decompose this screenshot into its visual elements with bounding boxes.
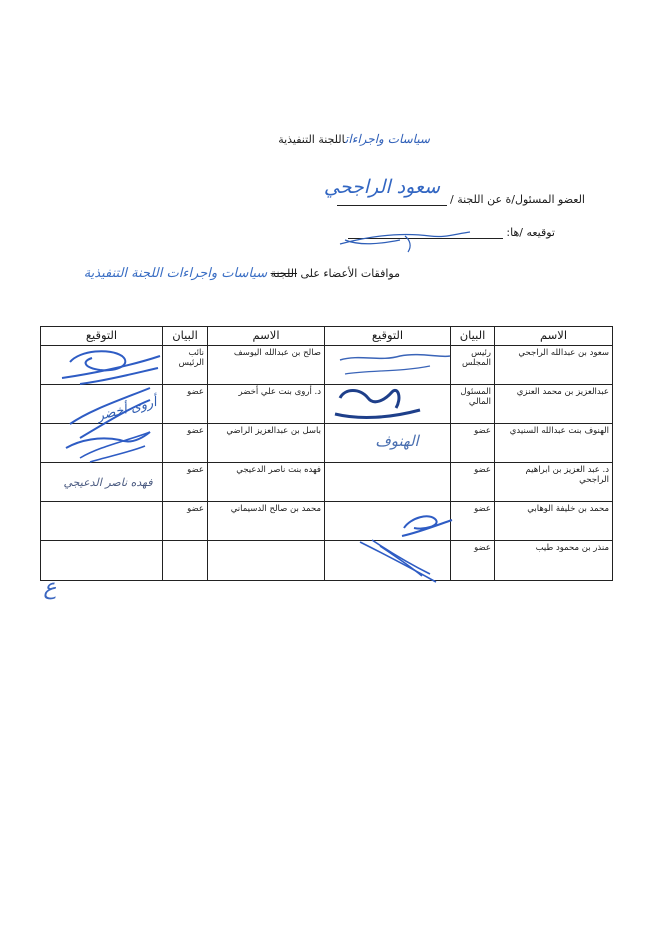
signature-cell — [325, 385, 451, 424]
document-title — [250, 132, 430, 154]
struck-word: اللجنة — [270, 267, 298, 280]
member-signature-name: سعود الراجحي — [323, 176, 440, 198]
member-role: عضو — [163, 385, 208, 424]
signature-cell — [325, 502, 451, 541]
header-role-2: البيان — [163, 327, 208, 346]
footer-mark: ع — [43, 575, 57, 600]
member-role: نائب الرئيس — [163, 346, 208, 385]
member-role: رئيس المجلس — [451, 346, 495, 385]
member-name: سعود بن عبدالله الراجحي — [495, 346, 613, 385]
header-role-1: البيان — [451, 327, 495, 346]
signature-label: توقيعه /ها: — [506, 226, 555, 239]
signature-cell — [41, 424, 163, 463]
header-name-1: الاسم — [495, 327, 613, 346]
title-handwritten: سياسات واجراءات — [345, 132, 430, 146]
member-name: محمد بن خليفة الوهابي — [495, 502, 613, 541]
member-name: باسل بن عبدالعزيز الراضي — [208, 424, 325, 463]
table-row — [41, 424, 613, 463]
member-role: عضو — [451, 502, 495, 541]
table-header-row — [41, 327, 613, 346]
header-name-2: الاسم — [208, 327, 325, 346]
member-role: عضو — [163, 502, 208, 541]
member-role: عضو — [163, 424, 208, 463]
member-role: عضو — [163, 463, 208, 502]
signature-cell — [41, 502, 163, 541]
member-name: منذر بن محمود طيب — [495, 541, 613, 581]
member-name: د. أروى بنت علي أخضر — [208, 385, 325, 424]
signature-text-alhanouf: الهنوف — [375, 432, 419, 450]
member-name: د. عبد العزيز بن ابراهيم الراجحي — [495, 463, 613, 502]
signature-blank — [348, 226, 503, 239]
title-printed: اللجنة التنفيذية — [278, 133, 346, 146]
table-row — [41, 346, 613, 385]
approvals-handwritten: سياسات واجراءات اللجنة التنفيذية — [83, 266, 268, 281]
member-label: العضو المسئول/ة عن اللجنة / — [450, 193, 585, 206]
member-role — [163, 541, 208, 581]
signature-cell — [325, 463, 451, 502]
header-signature-2: التوقيع — [41, 327, 163, 346]
member-name: صالح بن عبدالله اليوسف — [208, 346, 325, 385]
member-role: عضو — [451, 463, 495, 502]
members-table — [40, 326, 613, 581]
member-name: عبدالعزيز بن محمد العنزي — [495, 385, 613, 424]
table-row — [41, 502, 613, 541]
member-role: عضو — [451, 541, 495, 581]
signature-cell — [41, 346, 163, 385]
header-signature-1: التوقيع — [325, 327, 451, 346]
member-name — [208, 541, 325, 581]
member-name: الهنوف بنت عبدالله السنيدي — [495, 424, 613, 463]
approvals-label: موافقات الأعضاء على — [300, 267, 400, 280]
member-role: عضو — [451, 424, 495, 463]
signature-text-arwa: أروى أخضر — [95, 394, 159, 425]
signature-line — [330, 226, 555, 246]
signature-cell — [325, 541, 451, 581]
signature-text-fahda: فهده ناصر الدعيجي — [63, 476, 153, 489]
signature-cell — [325, 346, 451, 385]
member-name: محمد بن صالح الدسيماني — [208, 502, 325, 541]
member-role: المسئول المالي — [451, 385, 495, 424]
approvals-line — [20, 266, 400, 294]
member-name: فهده بنت ناصر الدعيجي — [208, 463, 325, 502]
table-row — [41, 541, 613, 581]
